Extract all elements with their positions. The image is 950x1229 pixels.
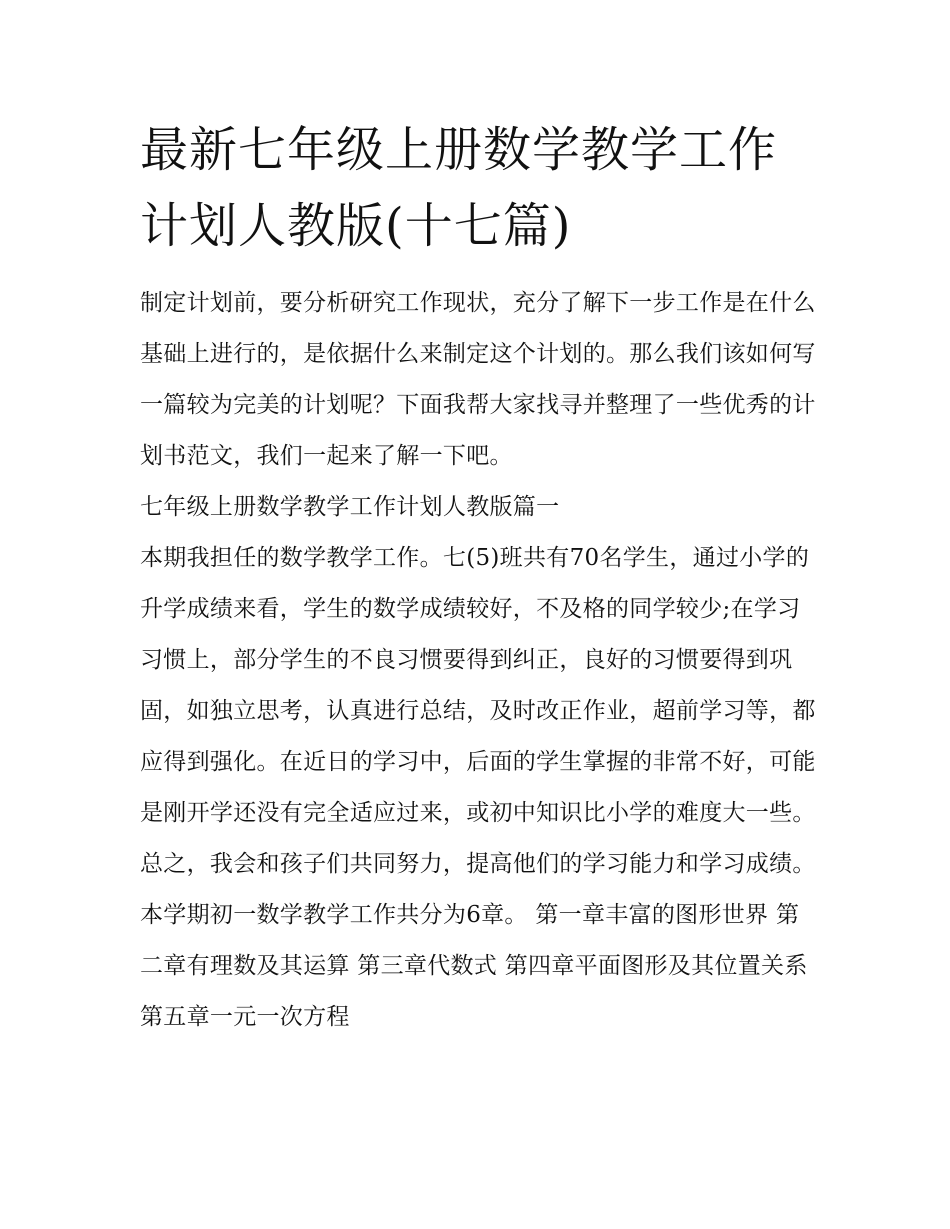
document-body — [140, 278, 820, 1043]
section-heading: 七年级上册数学教学工作计划人教版篇一 — [140, 494, 560, 520]
intro-paragraph: 制定计划前，要分析研究工作现状，充分了解下一步工作是在什么基础上进行的，是依据什么来制定这个计划的。那么我们该如何写一篇较为完美的计划呢？下面我帮大家找寻并整理了一些优秀的计划书范文，我们一起来了解一下吧。 — [140, 290, 816, 469]
document-title: 最新七年级上册数学教学工作计划人教版(十七篇) — [140, 122, 778, 254]
body-paragraph: 本期我担任的数学教学工作。七(5)班共有70名学生，通过小学的升学成绩来看，学生的数学成绩较好，不及格的同学较少;在学习习惯上，部分学生的不良习惯要得到纠正，良好的习惯要得到巩固，如独立思考，认真进行总结，及时改正作业，超前学习等，都应得到强化。在近日的学习中，后面的学生掌握的非常不好，可能是刚开学还没有完全适应过来，或初中知识比小学的难度大一些。总之，我会和孩子们共同努力，提高他们的学习能力和学习成绩。 — [140, 545, 816, 877]
body-paragraph: 本学期初一数学教学工作共分为6章。 第一章丰富的图形世界 第二章有理数及其运算 第三章代数式 第四章平面图形及其位置关系 第五章一元一次方程 — [140, 902, 808, 1030]
